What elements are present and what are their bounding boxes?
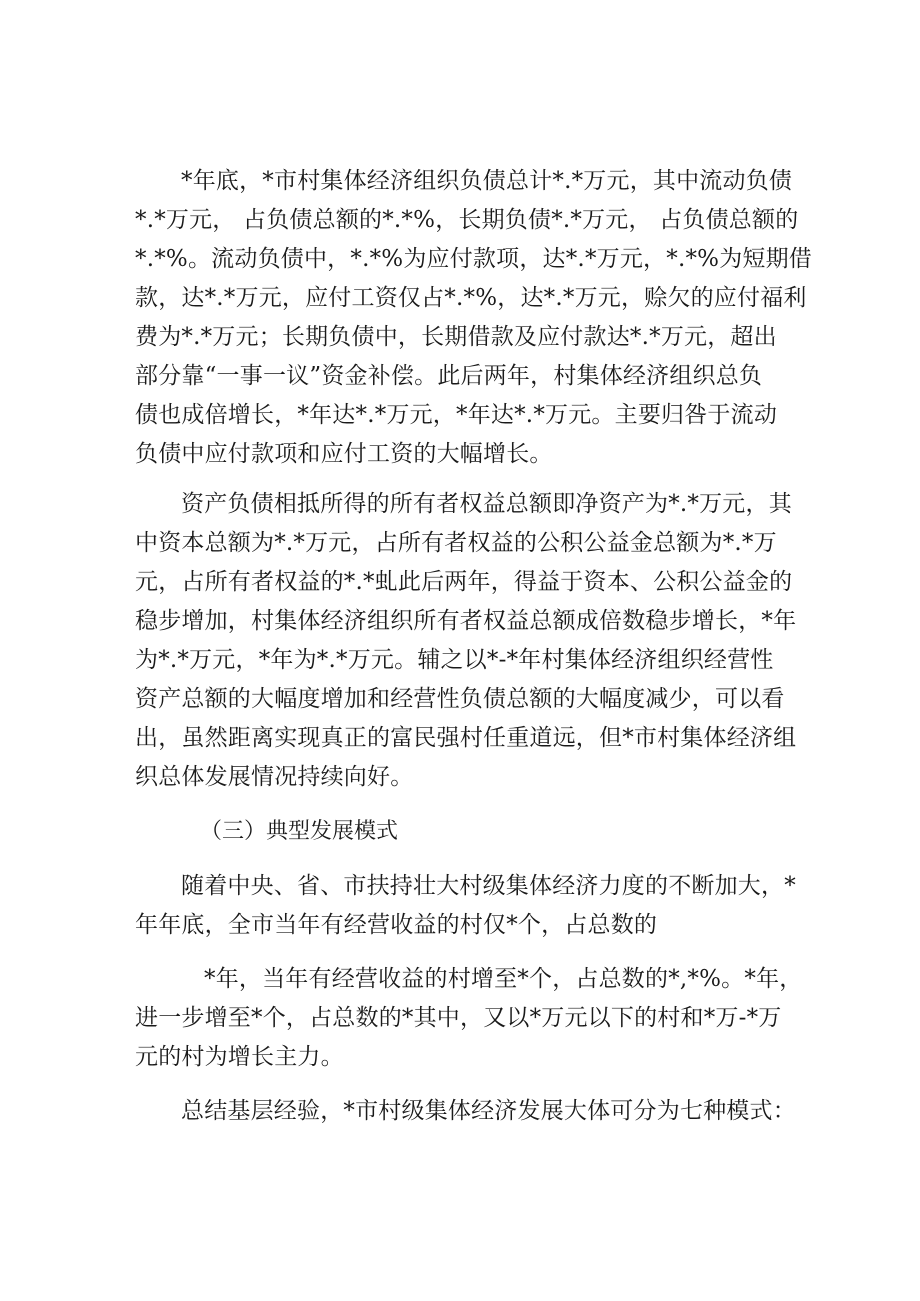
text-line: *.*%。流动负债中，*.*%为应付款项，达*.*万元，*.*%为短期借 [135,246,813,272]
text-line: 元，占所有者权益的*.*虬此后两年，得益于资本、公积公益金的 [135,569,793,595]
text-line: 稳步增加，村集体经济组织所有者权益总额成倍数稳步增长，*年 [135,608,797,634]
text-line: 费为*.*万元；长期负债中，长期借款及应付款达*.*万元，超出 [135,324,777,350]
text-line: 元的村为增长主力。 [135,1044,344,1070]
text-line: 织总体发展情况持续向好。 [135,764,414,790]
text-line: 年年底，全市当年有经营收益的村仅*个，占总数的 [135,912,658,938]
text-line: 出，虽然距离实现真正的富民强村任重道远，但*市村集体经济组 [135,725,797,751]
section-heading: （三）典型发展模式 [200,819,399,844]
text-line: 部分靠“一事一议”资金补偿。此后两年，村集体经济组织总负 [135,363,763,389]
text-line: *.*万元， 占负债总额的*.*%，长期负债*.*万元， 占负债总额的 [135,207,799,233]
text-line: 进一步增至*个，占总数的*其中，又以*万元以下的村和*万-*万 [135,1005,782,1031]
text-line: 款，达*.*万元，应付工资仅占*.*%，达*.*万元，赊欠的应付福利 [135,285,807,311]
text-line: 为*.*万元，*年为*.*万元。辅之以*-*年村集体经济组织经营性 [135,647,774,673]
text-line: *年，当年有经营收益的村增至*个，占总数的*,*%。*年， [204,966,803,992]
text-line: *年底，*市村集体经济组织负债总计*.*万元，其中流动负债 [181,168,793,194]
text-line: 资产总额的大幅度增加和经营性负债总额的大幅度减少，可以看 [135,686,785,712]
text-line: 总结基层经验，*市村级集体经济发展大体可分为七种模式： [181,1098,796,1124]
text-line: 随着中央、省、市扶持壮大村级集体经济力度的不断加大，* [181,873,796,899]
text-line: 负债中应付款项和应付工资的大幅增长。 [135,441,553,467]
text-line: 中资本总额为*.*万元，占所有者权益的公积公益金总额为*.*万 [135,530,777,556]
text-line: 债也成倍增长，*年达*.*万元，*年达*.*万元。主要归咎于流动 [135,402,778,428]
text-line: 资产负债相抵所得的所有者权益总额即净资产为*.*万元，其 [181,491,792,517]
